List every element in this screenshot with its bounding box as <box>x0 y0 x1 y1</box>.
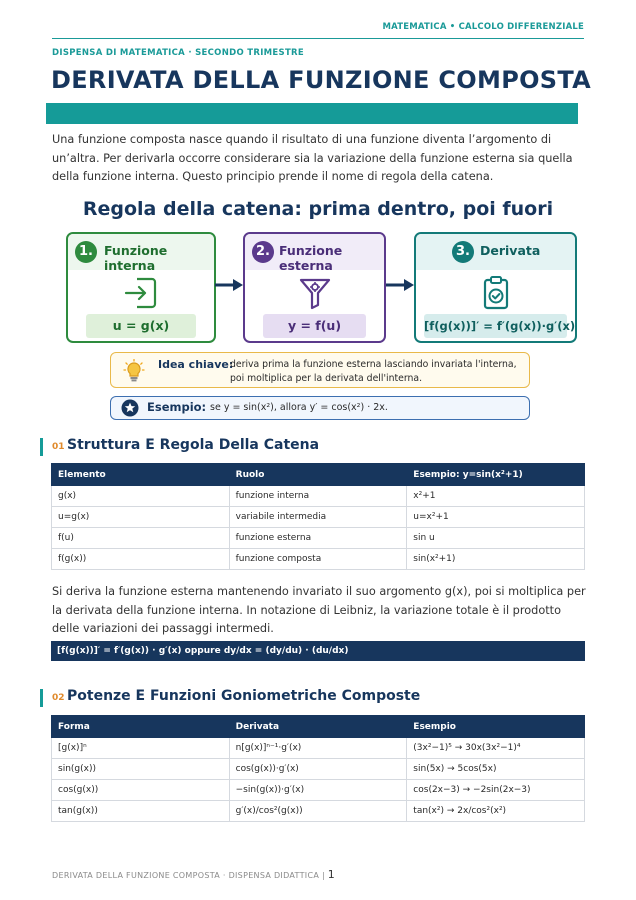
table-cell: cos(2x−3) → −2sin(2x−3) <box>407 780 585 801</box>
table-cell: n[g(x)]ⁿ⁻¹·g′(x) <box>229 738 407 759</box>
chain-rule-formula-bar: [f(g(x))]′ = f′(g(x)) · g′(x) oppure dy/dx = (dy/du) · (du/dx) <box>51 641 585 661</box>
star-icon <box>121 399 139 417</box>
table-header-row <box>52 464 585 486</box>
key-idea-box <box>110 352 530 388</box>
step-label: Funzione interna <box>104 243 168 273</box>
table-cell: f(u) <box>52 528 230 549</box>
step-formula: y = f(u) <box>263 314 366 338</box>
example-box <box>110 396 530 420</box>
table-cell: sin(5x) → 5cos(5x) <box>407 759 585 780</box>
table-cell: funzione interna <box>229 486 407 507</box>
table-header-cell: Ruolo <box>229 464 407 486</box>
section-accent-bar <box>40 438 43 456</box>
step-inner-function-card <box>66 232 216 343</box>
step-formula: u = g(x) <box>86 314 196 338</box>
table-row <box>52 528 585 549</box>
table-header-row <box>52 716 585 738</box>
section-number: 01 <box>52 442 65 452</box>
example-text: se y = sin(x²), allora y′ = cos(x²) · 2x. <box>210 402 388 413</box>
header-subject: MATEMATICA • CALCOLO DIFFERENZIALE <box>382 22 584 32</box>
table-cell: x²+1 <box>407 486 585 507</box>
step-formula: [f(g(x))]′ = f′(g(x))·g′(x) <box>424 314 567 338</box>
table-cell: g(x) <box>52 486 230 507</box>
table-cell: sin(x²+1) <box>407 549 585 570</box>
table-cell: funzione esterna <box>229 528 407 549</box>
section1-paragraph: Si deriva la funzione esterna mantenendo invariato il suo argomento g(x), poi si moltiplica per la derivata della funzione interna. In notazione di Leibniz, la variazione totale è il prodotto delle variazioni dei passaggi intermedi. <box>52 585 586 635</box>
chain-rule-structure-table <box>51 463 585 570</box>
table-cell: g′(x)/cos²(g(x)) <box>229 801 407 822</box>
step-label: Derivata <box>480 243 541 258</box>
table-cell: [g(x)]ⁿ <box>52 738 230 759</box>
table-cell: funzione composta <box>229 549 407 570</box>
step-derivative-card <box>414 232 577 343</box>
key-idea-text-line1: deriva prima la funzione esterna lasciando invariata l'interna, <box>230 359 517 370</box>
composite-derivatives-table <box>51 715 585 822</box>
table-cell: variabile intermedia <box>229 507 407 528</box>
section-accent-bar <box>40 689 43 707</box>
section-title: Struttura E Regola Della Catena <box>67 437 320 453</box>
table-row <box>52 507 585 528</box>
step-outer-function-card <box>243 232 386 343</box>
page-footer <box>52 868 335 881</box>
table-row <box>52 486 585 507</box>
title-accent-bar <box>46 103 578 124</box>
example-label: Esempio: <box>147 400 207 414</box>
table-header-cell: Derivata <box>229 716 407 738</box>
figure-title: Regola della catena: prima dentro, poi fuori <box>82 198 554 220</box>
table-cell: u=g(x) <box>52 507 230 528</box>
table-row <box>52 738 585 759</box>
key-idea-label: Idea chiave: <box>158 358 234 371</box>
document-kicker: DISPENSA DI MATEMATICA · SECONDO TRIMESTRE <box>52 48 304 58</box>
step-number: 3. <box>452 241 474 263</box>
section-number: 02 <box>52 693 65 703</box>
intro-paragraph: Una funzione composta nasce quando il risultato di una funzione diventa l’argomento di un’altra. Per derivarla occorre considerare sia la variazione della funzione esterna sia quella della funzione interna. Questo principio prende il nome di regola della catena. <box>52 133 573 183</box>
table-header-cell: Elemento <box>52 464 230 486</box>
page-number: 1 <box>327 868 336 881</box>
step-label: Funzione esterna <box>279 243 343 273</box>
table-cell: cos(g(x))·g′(x) <box>229 759 407 780</box>
flow-arrow-icon <box>386 278 414 292</box>
table-row <box>52 780 585 801</box>
key-idea-text-line2: poi moltiplica per la derivata dell'interna. <box>230 373 423 384</box>
table-cell: tan(x²) → 2x/cos²(x²) <box>407 801 585 822</box>
step-number: 1. <box>75 241 97 263</box>
table-row <box>52 759 585 780</box>
table-row <box>52 549 585 570</box>
header-divider <box>52 38 584 39</box>
table-header-cell: Forma <box>52 716 230 738</box>
enter-icon <box>121 274 161 312</box>
table-cell: f(g(x)) <box>52 549 230 570</box>
section-title: Potenze E Funzioni Goniometriche Composte <box>67 688 421 704</box>
table-cell: −sin(g(x))·g′(x) <box>229 780 407 801</box>
table-cell: tan(g(x)) <box>52 801 230 822</box>
table-header-cell: Esempio: y=sin(x²+1) <box>407 464 585 486</box>
page-title: DERIVATA DELLA FUNZIONE COMPOSTA <box>51 66 592 94</box>
table-cell: sin(g(x)) <box>52 759 230 780</box>
lightbulb-icon <box>123 359 145 383</box>
table-cell: sin u <box>407 528 585 549</box>
filter-gear-icon <box>295 274 335 312</box>
table-header-cell: Esempio <box>407 716 585 738</box>
table-cell: u=x²+1 <box>407 507 585 528</box>
table-cell: cos(g(x)) <box>52 780 230 801</box>
table-row <box>52 801 585 822</box>
flow-arrow-icon <box>215 278 243 292</box>
step-number: 2. <box>252 241 274 263</box>
table-cell: (3x²−1)⁵ → 30x(3x²−1)⁴ <box>407 738 585 759</box>
footer-text: DERIVATA DELLA FUNZIONE COMPOSTA · DISPENSA DIDATTICA | <box>52 871 325 880</box>
clipboard-check-icon <box>476 274 516 312</box>
